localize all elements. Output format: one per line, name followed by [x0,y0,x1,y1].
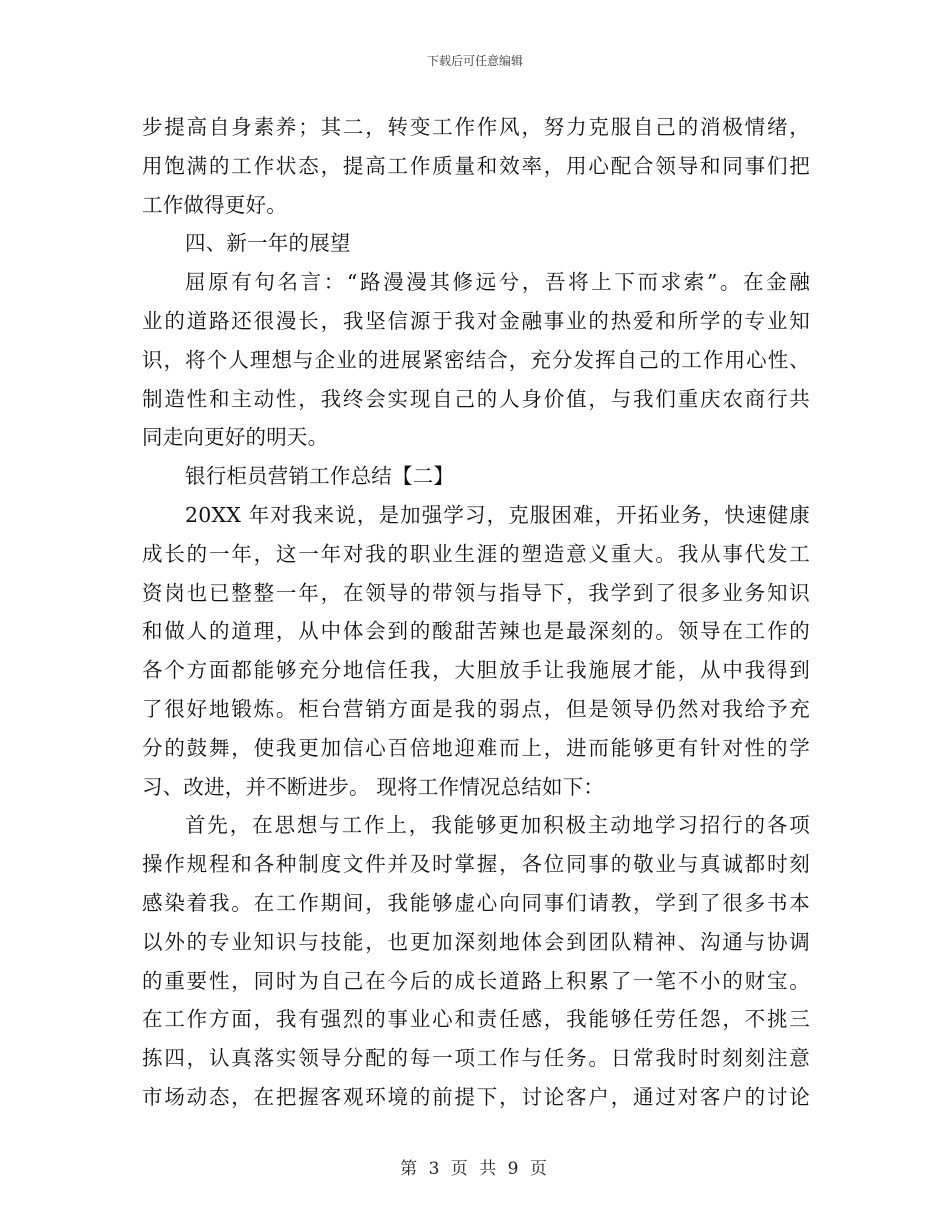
text-line: 银行柜员营销工作总结【二】 [185,464,455,489]
text-line: 屈原有句名言：“路漫漫其修远兮，吾将上下而求索”。在金融 [185,270,810,295]
text-line: 业的道路还很漫长，我坚信源于我对金融事业的热爱和所学的专业知 [142,308,810,333]
text-line: 资岗也已整整一年，在领导的带领与指导下，我学到了很多业务知识 [142,580,810,605]
text-line: 感染着我。在工作期间，我能够虚心向同事们请教，学到了很多书本 [142,890,810,915]
text-line: 各个方面都能够充分地信任我，大胆放手让我施展才能，从中我得到 [142,658,810,683]
text-line: 市场动态，在把握客观环境的前提下，讨论客户，通过对客户的讨论 [142,1084,810,1109]
text-line: 在工作方面，我有强烈的事业心和责任感，我能够任劳任怨，不挑三 [142,1007,810,1032]
text-line: 20XX 年对我来说，是加强学习，克服困难，开拓业务，快速健康 [185,502,810,527]
document-body [142,108,810,1117]
text-line: 首先，在思想与工作上，我能够更加积极主动地学习招行的各项 [185,813,810,838]
text-line: 识，将个人理想与企业的进展紧密结合，充分发挥自己的工作用心性、 [142,347,810,372]
page-header-note: 下载后可任意编辑 [426,54,523,68]
text-line: 操作规程和各种制度文件并及时掌握，各位同事的敬业与真诚都时刻 [142,852,810,877]
text-line: 习、改进，并不断进步。 现将工作情况总结如下： [142,774,605,799]
text-line: 用饱满的工作状态，提高工作质量和效率，用心配合领导和同事们把 [142,153,810,178]
page-footer-number: 第 3 页 共 9 页 [400,1159,550,1179]
text-line: 以外的专业知识与技能，也更加深刻地体会到团队精神、沟通与协调 [142,929,810,954]
text-line: 步提高自身素养；其二，转变工作作风，努力克服自己的消极情绪， [142,115,810,139]
text-line: 和做人的道理，从中体会到的酸甜苦辣也是最深刻的。领导在工作的 [142,619,810,644]
text-line: 了很好地锻炼。柜台营销方面是我的弱点，但是领导仍然对我给予充 [142,696,810,721]
text-line: 成长的一年，这一年对我的职业生涯的塑造意义重大。我从事代发工 [142,541,810,566]
text-line: 制造性和主动性，我终会实现自己的人身价值，与我们重庆农商行共 [142,386,810,411]
text-line: 四、新一年的展望 [185,231,351,256]
text-line: 的重要性，同时为自己在今后的成长道路上积累了一笔不小的财宝。 [142,968,810,993]
text-line: 分的鼓舞，使我更加信心百倍地迎难而上，进而能够更有针对性的学 [142,735,810,760]
text-line: 同走向更好的明天。 [142,425,329,450]
text-line: 工作做得更好。 [142,192,287,217]
text-line: 拣四，认真落实领导分配的每一项工作与任务。日常我时时刻刻注意 [142,1046,810,1071]
